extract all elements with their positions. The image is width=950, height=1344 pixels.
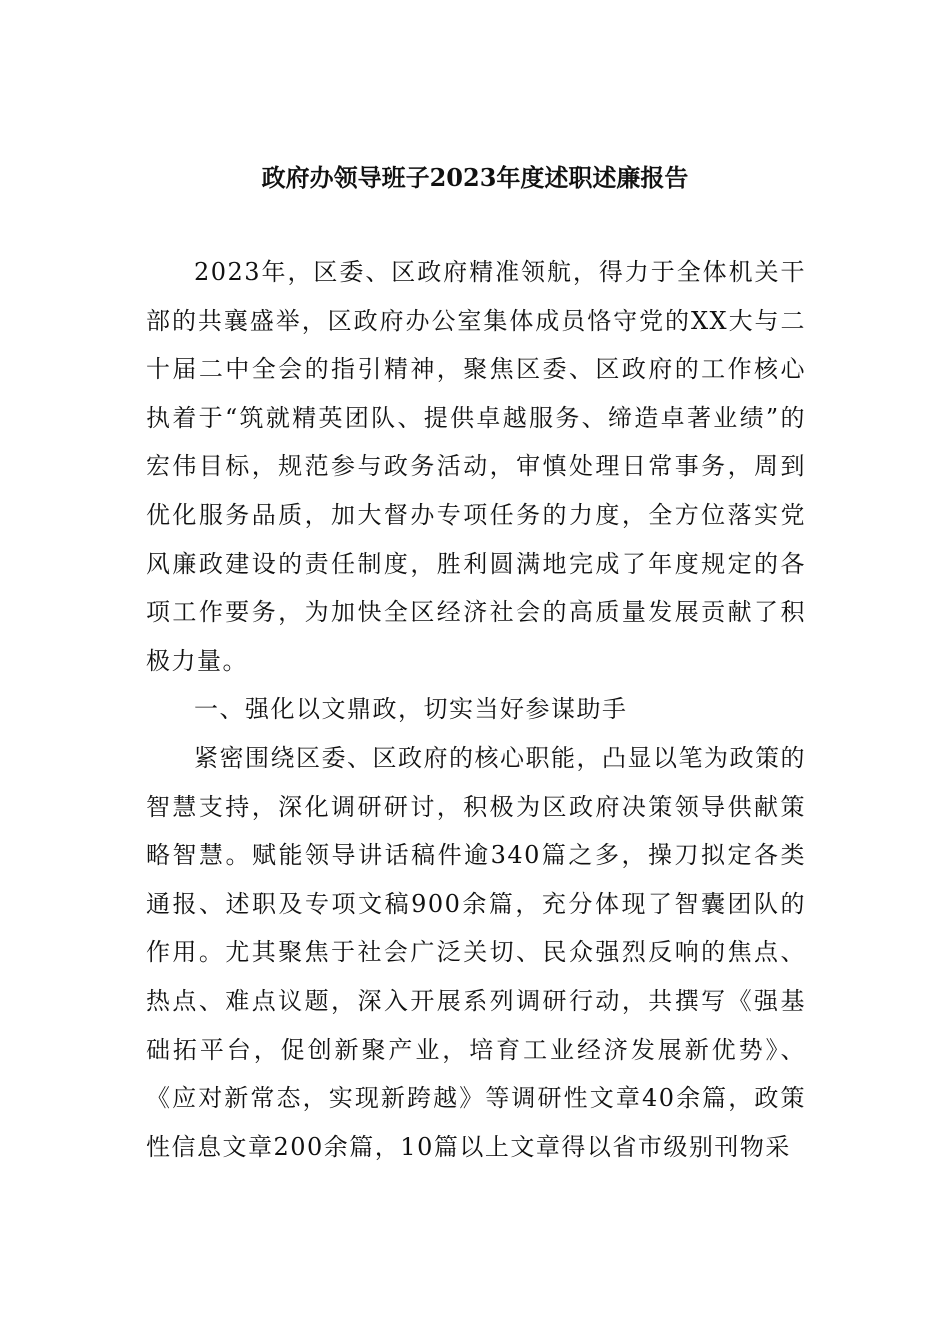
section-1-paragraph: 紧密围绕区委、区政府的核心职能，凸显以笔为政策的智慧支持，深化调研研讨，积极为区政府决策领导供献策略智慧。赋能领导讲话稿件逾340篇之多，操刀拟定各类通报、述职及专项文稿900余篇，充分体现了智囊团队的作用。尤其聚焦于社会广泛关切、民众强烈反响的焦点、热点、难点议题，深入开展系列调研行动，共撰写《强基础拓平台，促创新聚产业，培育工业经济发展新优势》、《应对新常态，实现新跨越》等调研性文章40余篇，政策性信息文章200余篇，10篇以上文章得以省市级别刊物采 (146, 743, 806, 1161)
intro-paragraph: 2023年，区委、区政府精准领航，得力于全体机关干部的共襄盛举，区政府办公室集体成员恪守党的XX大与二十届二中全会的指引精神，聚焦区委、区政府的工作核心执着于“筑就精英团队、提供卓越服务、缔造卓著业绩”的宏伟目标，规范参与政务活动，审慎处理日常事务，周到优化服务品质，加大督办专项任务的力度，全方位落实党风廉政建设的责任制度，胜利圆满地完成了年度规定的各项工作要务，为加快全区经济社会的高质量发展贡献了积极力量。 (146, 258, 806, 675)
document-title: 政府办领导班子2023年度述职述廉报告 (261, 163, 689, 192)
document-body (146, 248, 806, 1171)
section-heading-1: 一、强化以文鼎政，切实当好参谋助手 (194, 695, 628, 724)
